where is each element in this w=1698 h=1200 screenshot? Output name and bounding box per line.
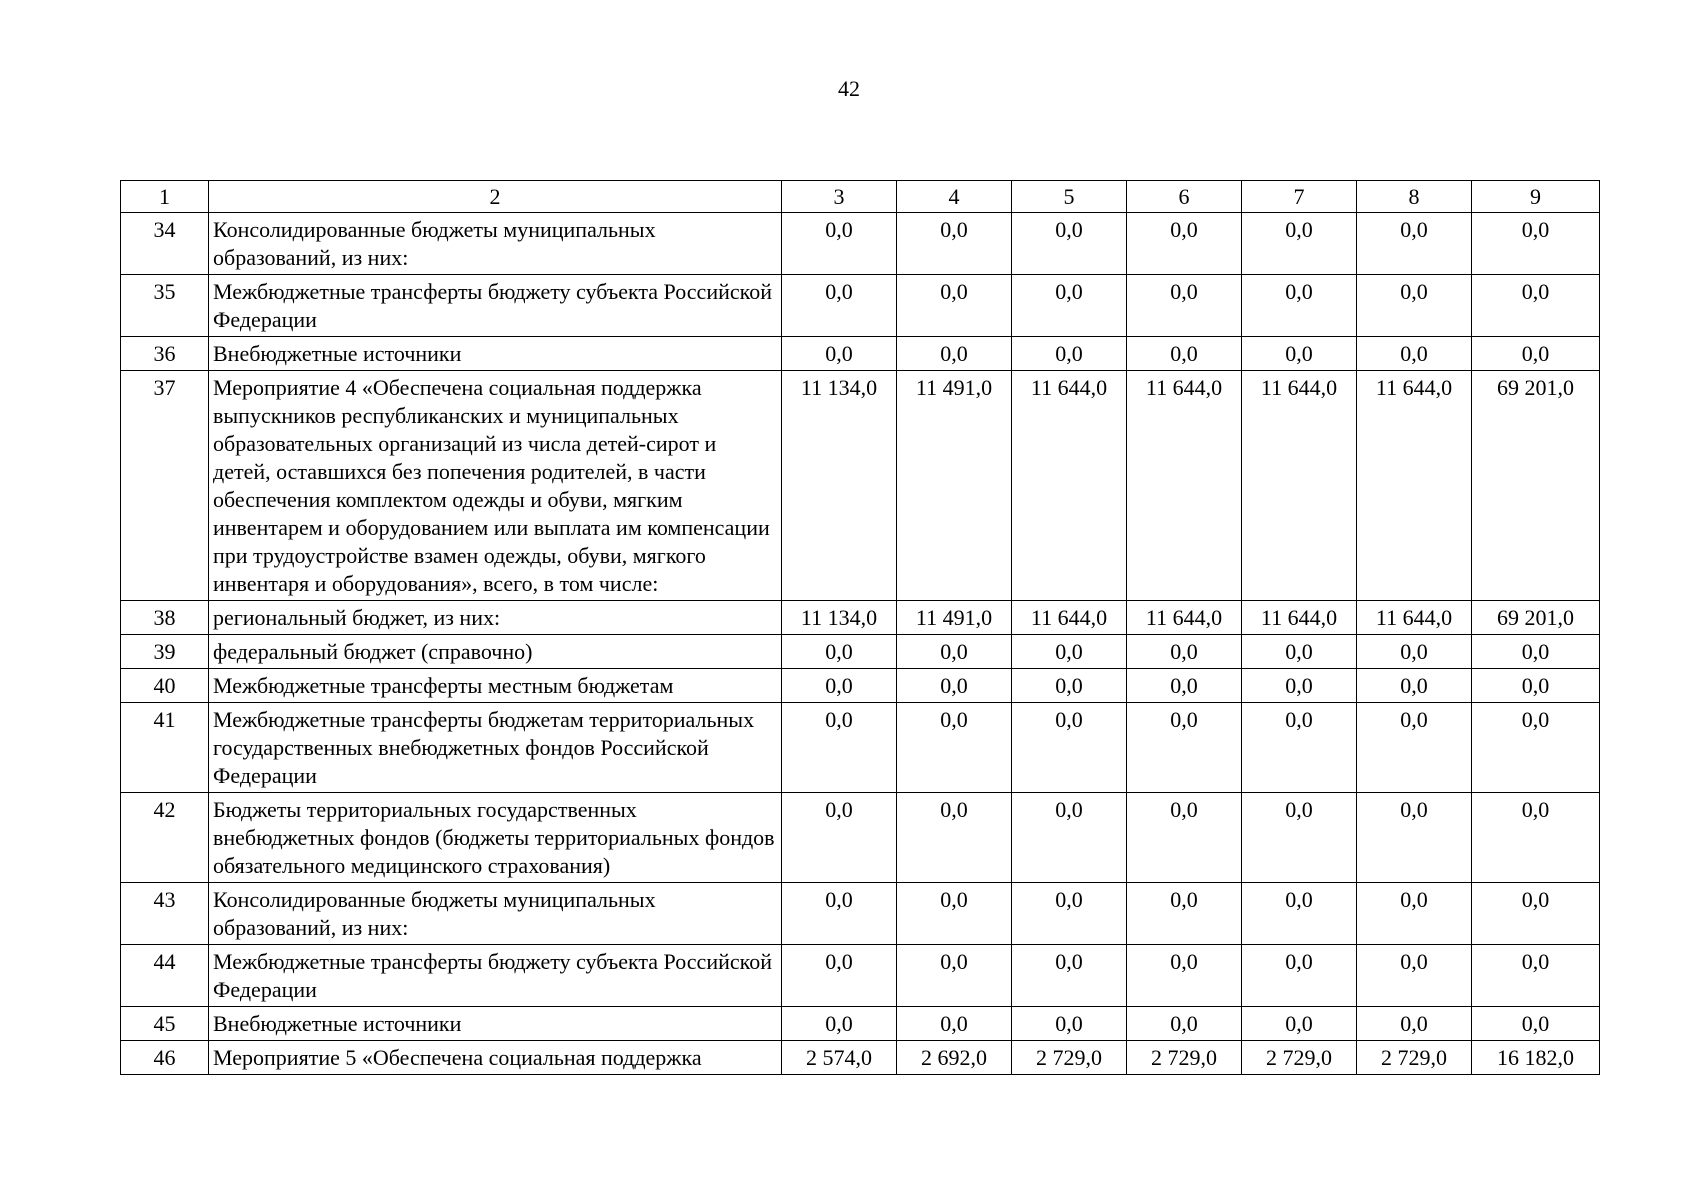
value-cell: 2 729,0 [1012,1041,1127,1075]
table-row [121,601,1600,635]
value-cell: 0,0 [1127,213,1242,275]
value-cell: 0,0 [1357,275,1472,337]
value-cell: 11 491,0 [897,371,1012,601]
row-number: 34 [121,213,209,275]
value-cell: 0,0 [782,793,897,883]
table-row [121,275,1600,337]
value-cell: 0,0 [1012,635,1127,669]
value-cell: 0,0 [782,883,897,945]
value-cell: 0,0 [1357,883,1472,945]
value-cell: 16 182,0 [1472,1041,1600,1075]
row-description: Консолидированные бюджеты муниципальных образований, из них: [209,883,782,945]
value-cell: 0,0 [1472,945,1600,1007]
row-number: 43 [121,883,209,945]
table-header-row [121,181,1600,213]
row-description: Внебюджетные источники [209,1007,782,1041]
value-cell: 0,0 [1357,337,1472,371]
value-cell: 0,0 [1127,945,1242,1007]
value-cell: 0,0 [1472,635,1600,669]
column-header: 9 [1472,181,1600,213]
table-row [121,371,1600,601]
table-row [121,669,1600,703]
value-cell: 11 491,0 [897,601,1012,635]
row-number: 40 [121,669,209,703]
page-number: 42 [838,76,860,101]
value-cell: 0,0 [897,793,1012,883]
value-cell: 11 134,0 [782,371,897,601]
value-cell: 11 644,0 [1012,371,1127,601]
value-cell: 0,0 [897,669,1012,703]
column-header: 8 [1357,181,1472,213]
value-cell: 0,0 [1012,337,1127,371]
value-cell: 0,0 [1242,337,1357,371]
value-cell: 0,0 [897,337,1012,371]
table-row [121,793,1600,883]
value-cell: 69 201,0 [1472,601,1600,635]
table-row [121,945,1600,1007]
value-cell: 0,0 [1012,793,1127,883]
table-row [121,213,1600,275]
row-number: 45 [121,1007,209,1041]
value-cell: 0,0 [897,945,1012,1007]
row-number: 36 [121,337,209,371]
value-cell: 0,0 [1472,275,1600,337]
value-cell: 0,0 [1472,337,1600,371]
value-cell: 0,0 [1242,793,1357,883]
value-cell: 0,0 [897,635,1012,669]
value-cell: 0,0 [1012,669,1127,703]
row-number: 44 [121,945,209,1007]
value-cell: 0,0 [1012,213,1127,275]
value-cell: 0,0 [1472,669,1600,703]
value-cell: 0,0 [1242,635,1357,669]
value-cell: 0,0 [897,703,1012,793]
column-header: 4 [897,181,1012,213]
value-cell: 0,0 [1127,793,1242,883]
table-row [121,1007,1600,1041]
value-cell: 0,0 [1127,337,1242,371]
value-cell: 0,0 [897,275,1012,337]
value-cell: 0,0 [782,213,897,275]
value-cell: 0,0 [1472,213,1600,275]
table-row [121,883,1600,945]
value-cell: 0,0 [1357,635,1472,669]
value-cell: 0,0 [1012,945,1127,1007]
value-cell: 0,0 [1127,1007,1242,1041]
value-cell: 2 574,0 [782,1041,897,1075]
value-cell: 2 692,0 [897,1041,1012,1075]
value-cell: 0,0 [1242,1007,1357,1041]
value-cell: 0,0 [1357,669,1472,703]
column-header: 6 [1127,181,1242,213]
value-cell: 69 201,0 [1472,371,1600,601]
value-cell: 0,0 [1472,703,1600,793]
value-cell: 11 644,0 [1127,371,1242,601]
value-cell: 0,0 [1472,793,1600,883]
row-description: Мероприятие 4 «Обеспечена социальная поддержка выпускников республиканских и муниципальных образовательных организаций из числа детей-сирот и детей, оставшихся без попечения родителей, в части обеспечения комплектом одежды и обуви, мягким инвентарем и оборудованием или выплата им компенсации при трудоустройстве взамен одежды, обуви, мягкого инвентаря и оборудования», всего, в том числе: [209,371,782,601]
value-cell: 0,0 [1357,793,1472,883]
table-row [121,703,1600,793]
column-header: 7 [1242,181,1357,213]
value-cell: 0,0 [1012,1007,1127,1041]
value-cell: 0,0 [1127,275,1242,337]
value-cell: 0,0 [897,1007,1012,1041]
row-number: 41 [121,703,209,793]
value-cell: 0,0 [1127,669,1242,703]
row-description: федеральный бюджет (справочно) [209,635,782,669]
value-cell: 0,0 [1242,213,1357,275]
value-cell: 11 644,0 [1242,601,1357,635]
value-cell: 0,0 [1012,275,1127,337]
value-cell: 0,0 [782,669,897,703]
row-description: Бюджеты территориальных государственных внебюджетных фондов (бюджеты территориальных фондов обязательного медицинского страхования) [209,793,782,883]
row-number: 35 [121,275,209,337]
row-description: Межбюджетные трансферты бюджету субъекта Российской Федерации [209,275,782,337]
value-cell: 0,0 [1127,883,1242,945]
value-cell: 0,0 [1472,883,1600,945]
value-cell: 11 644,0 [1357,371,1472,601]
value-cell: 0,0 [1357,213,1472,275]
value-cell: 0,0 [897,213,1012,275]
value-cell: 0,0 [1242,945,1357,1007]
value-cell: 11 134,0 [782,601,897,635]
value-cell: 2 729,0 [1357,1041,1472,1075]
value-cell: 0,0 [1472,1007,1600,1041]
value-cell: 0,0 [782,945,897,1007]
row-number: 39 [121,635,209,669]
value-cell: 0,0 [1242,883,1357,945]
value-cell: 0,0 [897,883,1012,945]
value-cell: 0,0 [1127,703,1242,793]
row-description: Межбюджетные трансферты бюджетам территориальных государственных внебюджетных фондов Российской Федерации [209,703,782,793]
value-cell: 0,0 [1012,883,1127,945]
column-header: 1 [121,181,209,213]
value-cell: 0,0 [782,1007,897,1041]
value-cell: 11 644,0 [1242,371,1357,601]
row-description: Внебюджетные источники [209,337,782,371]
value-cell: 11 644,0 [1012,601,1127,635]
table-row [121,337,1600,371]
row-number: 38 [121,601,209,635]
value-cell: 11 644,0 [1357,601,1472,635]
column-header: 5 [1012,181,1127,213]
value-cell: 0,0 [782,275,897,337]
row-number: 46 [121,1041,209,1075]
value-cell: 0,0 [1242,275,1357,337]
row-number: 37 [121,371,209,601]
value-cell: 0,0 [782,635,897,669]
value-cell: 0,0 [1242,669,1357,703]
value-cell: 0,0 [782,337,897,371]
column-header: 3 [782,181,897,213]
value-cell: 2 729,0 [1242,1041,1357,1075]
row-description: Межбюджетные трансферты бюджету субъекта Российской Федерации [209,945,782,1007]
value-cell: 11 644,0 [1127,601,1242,635]
row-description: Мероприятие 5 «Обеспечена социальная поддержка [209,1041,782,1075]
value-cell: 0,0 [1357,945,1472,1007]
table-row [121,1041,1600,1075]
value-cell: 0,0 [1012,703,1127,793]
value-cell: 0,0 [1242,703,1357,793]
budget-table [120,180,1600,1075]
table-row [121,635,1600,669]
value-cell: 2 729,0 [1127,1041,1242,1075]
value-cell: 0,0 [1357,1007,1472,1041]
row-description: региональный бюджет, из них: [209,601,782,635]
row-number: 42 [121,793,209,883]
column-header: 2 [209,181,782,213]
row-description: Межбюджетные трансферты местным бюджетам [209,669,782,703]
value-cell: 0,0 [1357,703,1472,793]
row-description: Консолидированные бюджеты муниципальных образований, из них: [209,213,782,275]
value-cell: 0,0 [1127,635,1242,669]
value-cell: 0,0 [782,703,897,793]
